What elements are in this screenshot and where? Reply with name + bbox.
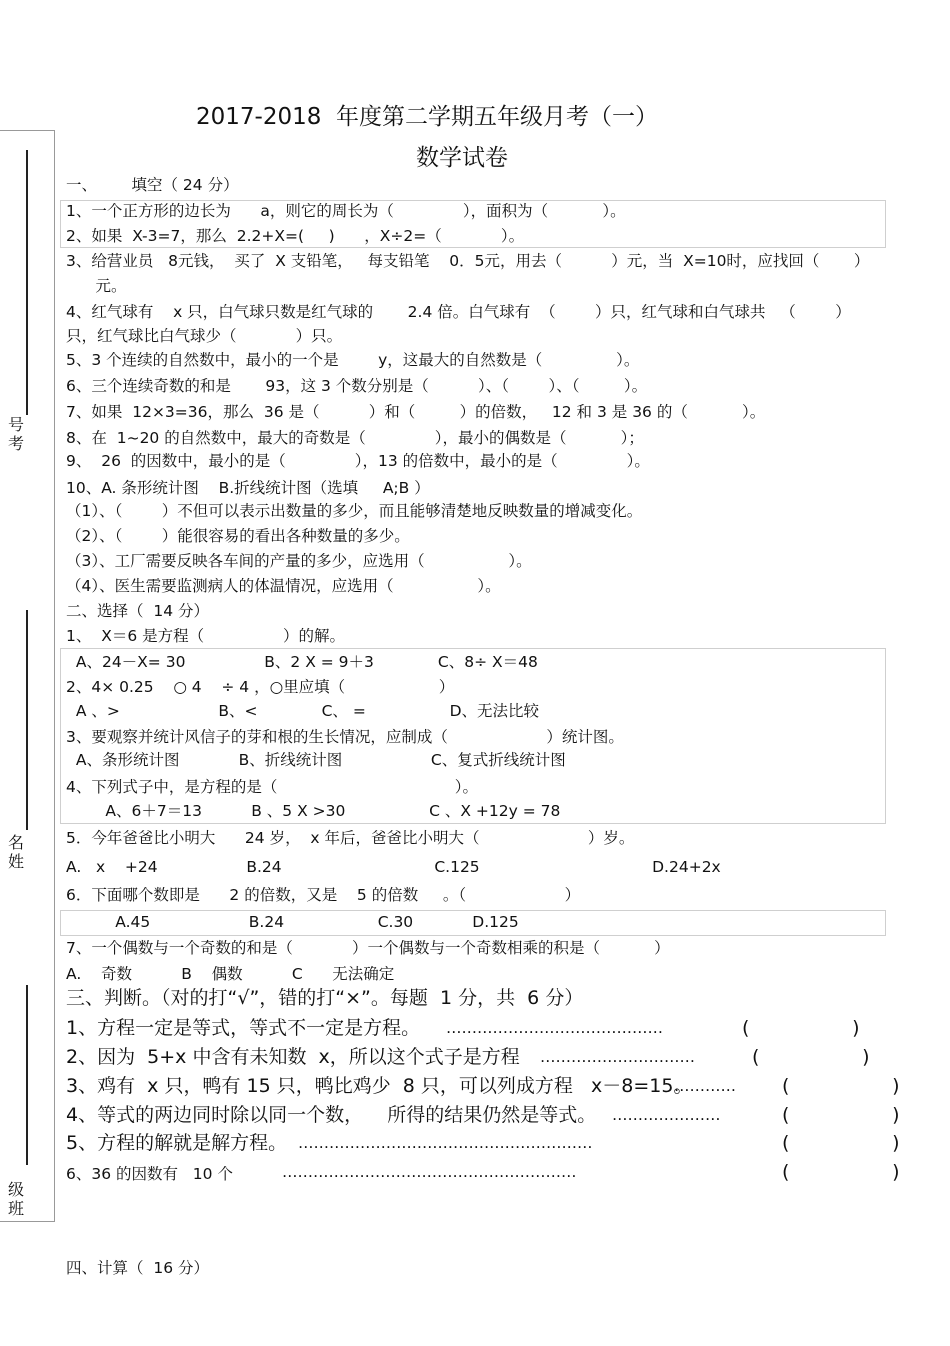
question-line: （1）、（ ）不但可以表示出数量的多少，而且能够清楚地反映数量的增减变化。: [66, 502, 643, 520]
side-label-kaohao: 号 考: [7, 415, 24, 453]
answer-paren: ( ): [752, 1046, 870, 1068]
page-title: 2017-2018 年度第二学期五年级月考（一）: [196, 104, 658, 130]
judge-statement: 5、方程的解就是解方程。: [66, 1132, 288, 1154]
leader-dots: …………………………: [540, 1048, 695, 1066]
question-line: 3、给营业员 8元钱， 买了 X 支铅笔， 每支铅笔 0．5元，用去（ ）元，当 X=10时，应找回（ ）: [66, 252, 870, 270]
binding-line-1: [26, 150, 28, 415]
side-label-xingming: 名 姓: [7, 833, 24, 871]
question-line: 4、下列式子中，是方程的是（ ）。: [66, 778, 478, 796]
leader-dots: …………………………………………………: [282, 1163, 577, 1181]
section-1-heading: 一、 填空（ 24 分）: [66, 176, 239, 194]
question-line: 3、要观察并统计风信子的芽和根的生长情况，应制成（ ）统计图。: [66, 728, 624, 746]
judge-statement: 1、方程一定是等式，等式不一定是方程。: [66, 1017, 421, 1039]
option-line: A、6＋7＝13 B 、5 X >30 C 、X +12y = 78: [66, 802, 561, 820]
leader-dots: …………: [674, 1077, 736, 1095]
question-line: （2）、（ ）能很容易的看出各种数量的多少。: [66, 527, 410, 545]
question-line: （4）、医生需要监测病人的体温情况，应选用（ ）。: [66, 577, 501, 595]
option-line: A、条形统计图 B、折线统计图 C、复式折线统计图: [66, 751, 566, 769]
question-line: 1、一个正方形的边长为 a，则它的周长为（ ），面积为（ ）。: [66, 202, 626, 220]
section-4-heading: 四、计算（ 16 分）: [66, 1259, 210, 1277]
binding-line-3: [26, 985, 28, 1165]
section-3-heading: 三、判断。（对的打“√”，错的打“×”。每题 1 分，共 6 分）: [66, 987, 584, 1009]
judge-statement: 2、因为 5+x 中含有未知数 x，所以这个式子是方程: [66, 1046, 520, 1068]
question-line: 2、如果 X-3=7，那么 2.2+X=( ) ，X÷2=（ ）。: [66, 227, 525, 245]
option-line: A. x +24 B.24 C.125 D.24+2x: [66, 858, 721, 876]
answer-paren: ( ): [782, 1104, 900, 1126]
question-line: 元。: [66, 277, 127, 295]
leader-dots: …………………: [612, 1106, 721, 1124]
question-line: 7、如果 12×3=36，那么 36 是（ ）和（ ）的倍数， 12 和 3 是 36 的（ ）。: [66, 403, 766, 421]
judge-statement: 3、鸡有 x 只，鸭有 15 只，鸭比鸡少 8 只，可以列成方程 x－8=15。: [66, 1075, 693, 1097]
question-line: 只，红气球比白气球少（ ）只。: [66, 327, 343, 345]
section-2-heading: 二、选择（ 14 分）: [66, 602, 210, 620]
question-line: 6、三个连续奇数的和是 93，这 3 个数分别是（ ）、（ ）、（ ）。: [66, 377, 648, 395]
question-line: （3）、工厂需要反映各车间的产量的多少，应选用（ ）。: [66, 552, 532, 570]
question-line: 5、3 个连续的自然数中，最小的一个是 y，这最大的自然数是（ ）。: [66, 351, 640, 369]
judge-statement: 6、36 的因数有 10 个: [66, 1165, 233, 1183]
answer-paren: ( ): [782, 1075, 900, 1097]
answer-paren: ( ): [742, 1017, 860, 1039]
answer-paren: ( ): [782, 1161, 900, 1183]
question-line: 6．下面哪个数即是 2 的倍数，又是 5 的倍数 。（ ）: [66, 886, 581, 904]
option-line: A、24－X= 30 B、2 X = 9＋3 C、8÷ X＝48: [66, 653, 538, 671]
question-line: 4、红气球有 x 只，白气球只数是红气球的 2.4 倍。白气球有 （ ）只，红气球和白气球共 （ ）: [66, 303, 851, 321]
leader-dots: …………………………………………………: [298, 1134, 593, 1152]
question-line: 1、 X＝6 是方程（ ）的解。: [66, 627, 345, 645]
judge-statement: 4、等式的两边同时除以同一个数， 所得的结果仍然是等式。: [66, 1104, 597, 1126]
question-line: 2、4× 0.25 ○ 4 ÷ 4 ，○里应填（ ）: [66, 678, 455, 696]
question-line: 9、 26 的因数中，最小的是（ ），13 的倍数中，最小的是（ ）。: [66, 452, 650, 470]
question-line: 7、一个偶数与一个奇数的和是（ ）一个偶数与一个奇数相乘的积是（ ）: [66, 939, 670, 957]
page-subtitle: 数学试卷: [416, 145, 508, 171]
question-line: 5．今年爸爸比小明大 24 岁， x 年后，爸爸比小明大（ ）岁。: [66, 829, 635, 847]
option-line: A. 奇数 B 偶数 C 无法确定: [66, 965, 395, 983]
question-line: 8、在 1~20 的自然数中，最大的奇数是（ ），最小的偶数是（ ）；: [66, 429, 644, 447]
side-label-banji: 级 班: [7, 1180, 24, 1218]
answer-paren: ( ): [782, 1132, 900, 1154]
option-line: A 、> B、< C、 = D、无法比较: [66, 702, 540, 720]
binding-line-2: [26, 610, 28, 830]
option-line: A.45 B.24 C.30 D.125: [66, 913, 519, 931]
leader-dots: ……………………………………: [446, 1019, 663, 1037]
question-line: 10、A. 条形统计图 B.折线统计图（选填 A;B ）: [66, 479, 430, 497]
